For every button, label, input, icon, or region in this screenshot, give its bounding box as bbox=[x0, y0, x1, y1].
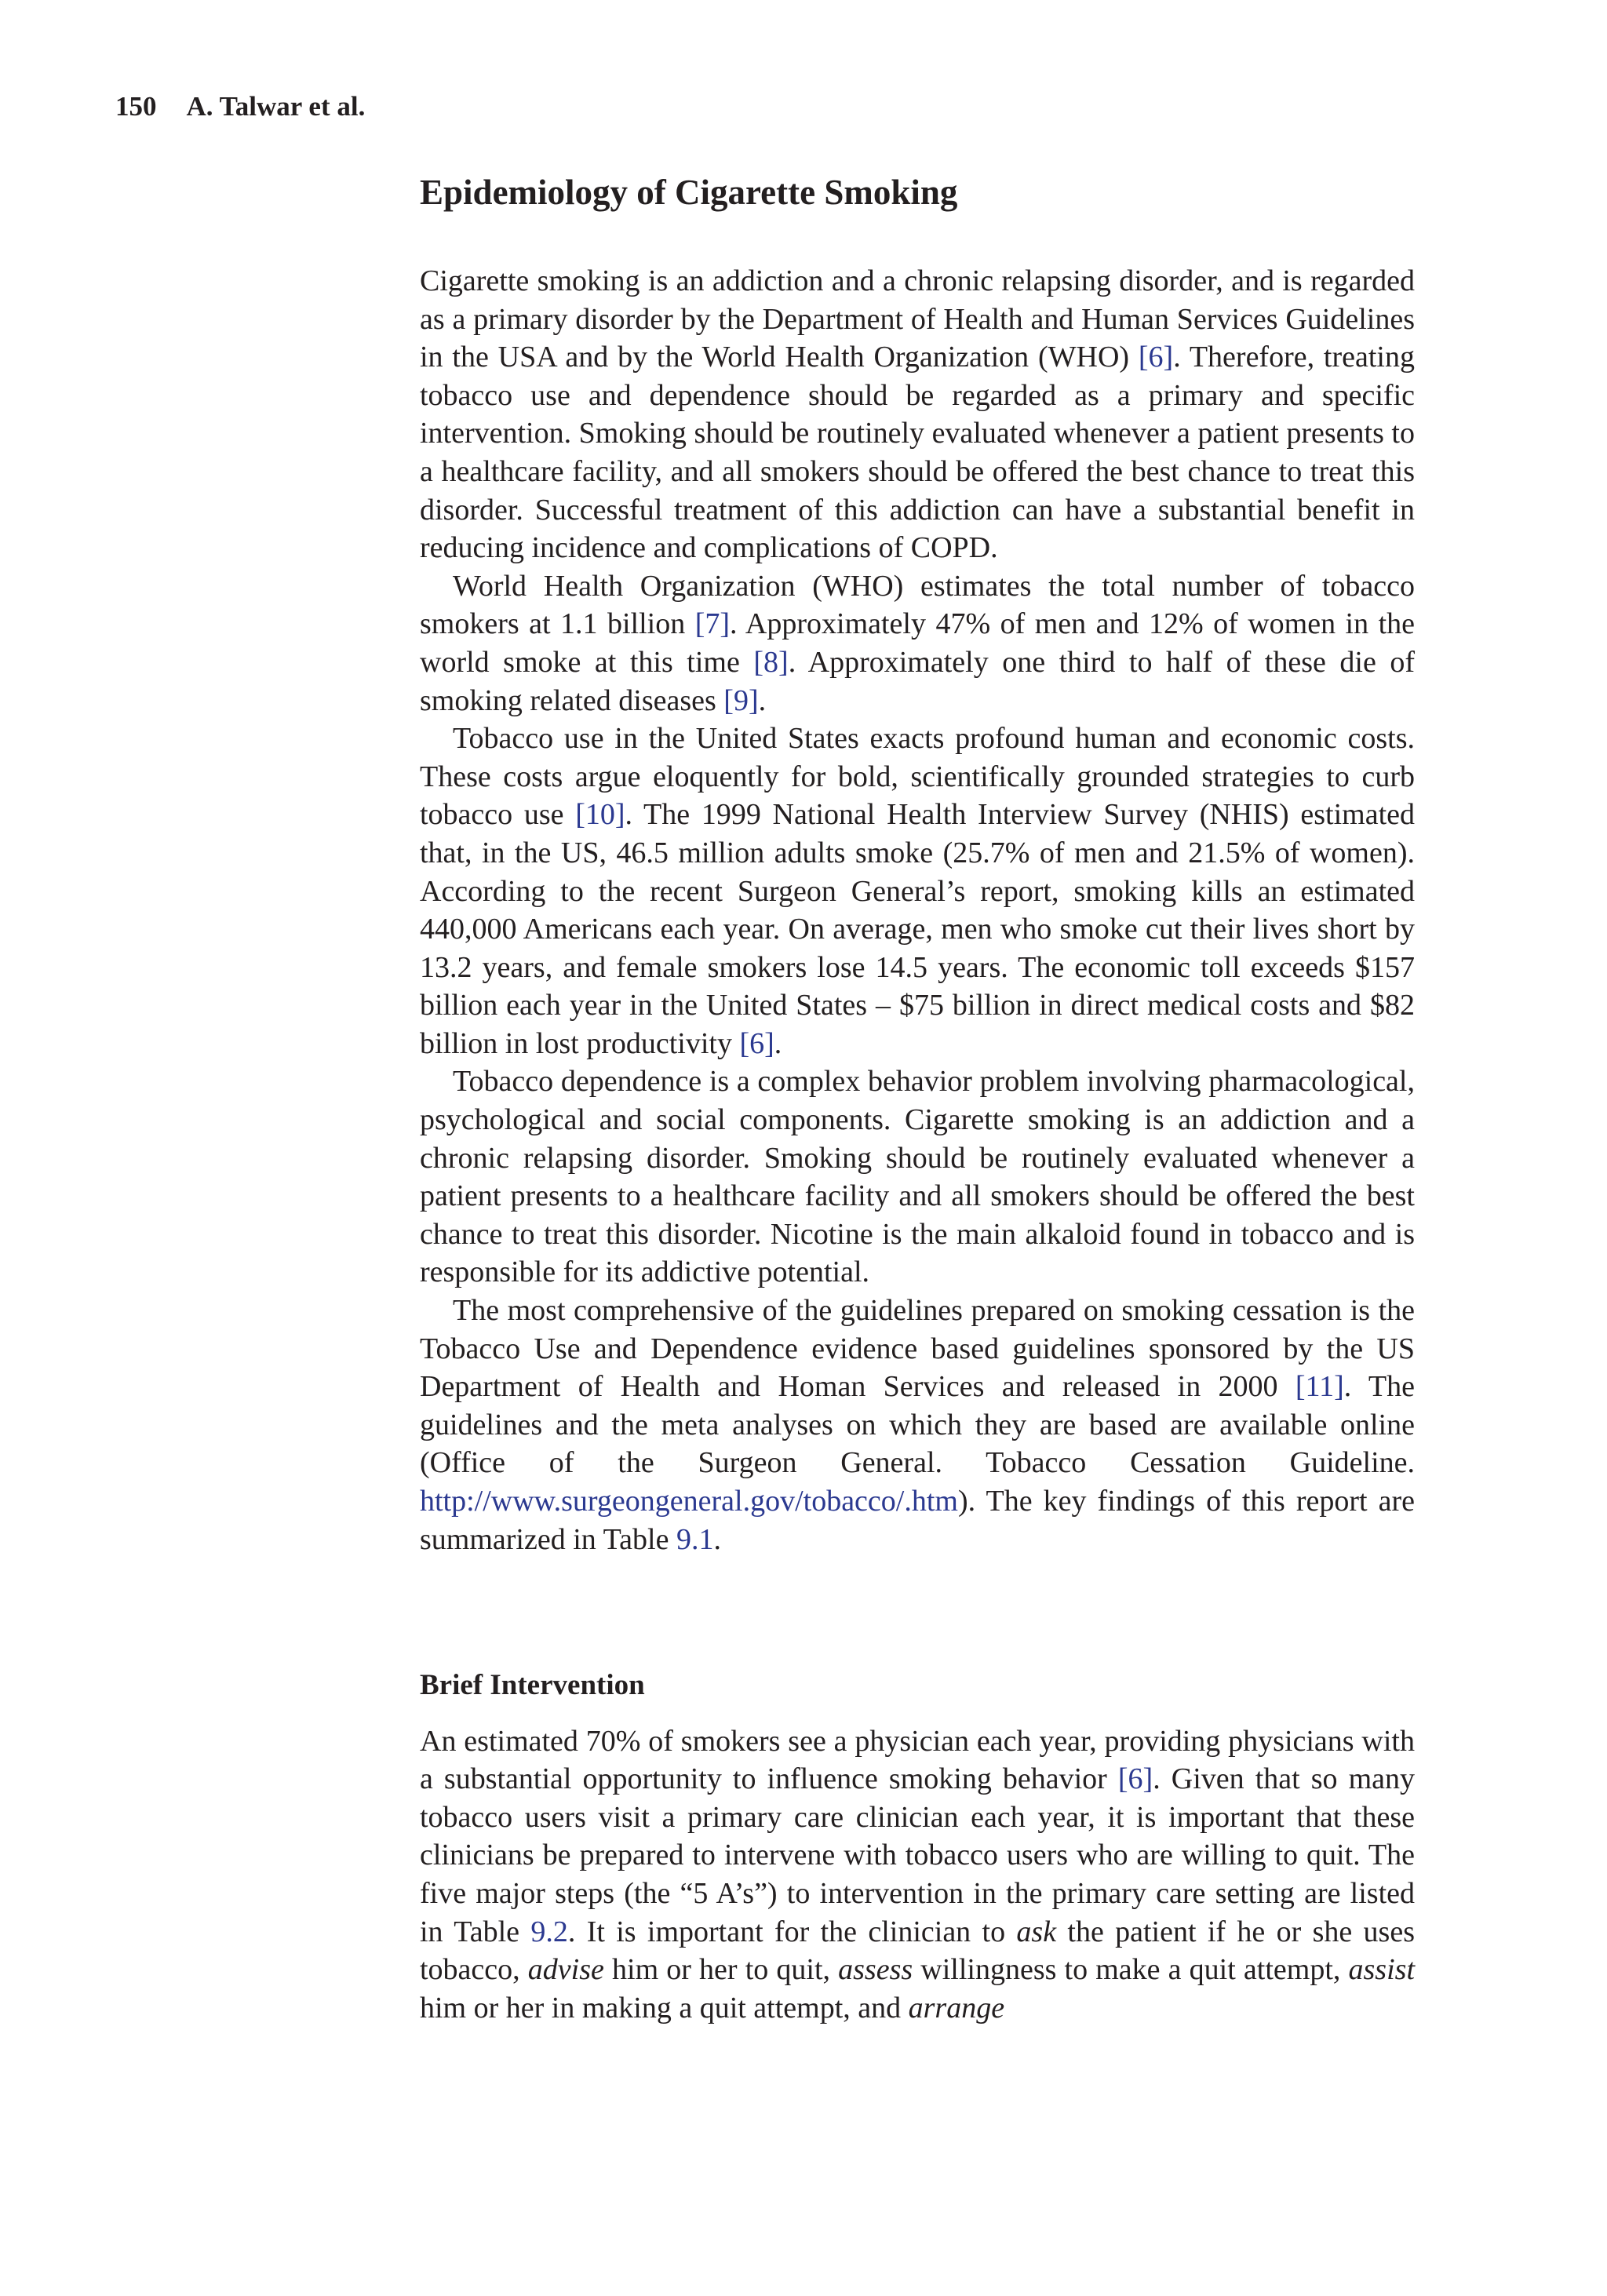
text-run: . bbox=[713, 1522, 721, 1556]
text-run: . It is important for the clinician to bbox=[567, 1915, 1017, 1948]
paragraph-4 bbox=[420, 1062, 1415, 1292]
running-head-authors: A. Talwar et al. bbox=[186, 91, 366, 122]
guideline-url-link[interactable]: http://www.surgeongeneral.gov/tobacco/.htm bbox=[420, 1485, 958, 1518]
citation-link[interactable]: [10] bbox=[575, 798, 625, 832]
text-run: . bbox=[774, 1026, 782, 1060]
emphasis-arrange: arrange bbox=[908, 1991, 1005, 2024]
subsection-title: Brief Intervention bbox=[420, 1669, 645, 1702]
citation-link[interactable]: [8] bbox=[753, 645, 789, 679]
text-run: . Approximately one third to half of these die of smoking related diseases bbox=[420, 645, 1416, 717]
section-title: Epidemiology of Cigarette Smoking bbox=[420, 173, 958, 212]
text-run: him or her in making a quit attempt, and bbox=[420, 1991, 909, 2024]
text-run: . The 1999 National Health Interview Survey (NHIS) estimated that, in the US, 46.5 million adults smoke (25.7% of men and 21.5% of women). According to the recent Surgeon General’s report, smoking kills an estimated 440,000 Americans each year. On average, men who smoke cut their lives short by 13.2 years, and female smokers lose 14.5 years. The economic toll exceeds $157 billion each year in the United States – $75 billion in direct medical costs and $82 billion in lost productivity bbox=[420, 798, 1415, 1060]
text-run: . Therefore, treating tobacco use and dependence should be regarded as a primary and specific intervention. Smoking should be routinely evaluated whenever a patient presents to a healthcare facility, and all smokers should be offered the best chance to treat this disorder. Successful treatment of this addiction can have a substantial benefit in reducing incidence and complications of COPD. bbox=[420, 341, 1415, 565]
main-content bbox=[420, 171, 1415, 2027]
running-head bbox=[115, 93, 365, 120]
citation-link[interactable]: [6] bbox=[1138, 341, 1174, 374]
text-run: Tobacco dependence is a complex behavior problem involving pharmacological, psychological and social components. Cigarette smoking is an addiction and a chronic relapsing disorder. Smoking should be routinely evaluated whenever a patient presents to a healthcare facility and all smokers should be offered the best chance to treat this disorder. Nicotine is the main alkaloid found in tobacco and is responsible for its addictive potential. bbox=[420, 1065, 1415, 1289]
text-run: World Health Organization (WHO) estimates the total number of tobacco smokers at 1.1 billion bbox=[420, 569, 1415, 641]
text-run: . The guidelines and the meta analyses on which they are based are available online (Office of the Surgeon General. Tobacco Cessation Guideline. bbox=[420, 1370, 1415, 1480]
text-run: . Approximately 47% of men and 12% of women in the world smoke at this time bbox=[420, 607, 1416, 679]
text-run: . bbox=[758, 683, 767, 717]
text-run: . Given that so many tobacco users visit a primary care clinician each year, it is important that these clinicians be prepared to intervene with tobacco users who are willing to quit. The five major steps (the “5 A’s”) to intervention in the primary care setting are listed in Table bbox=[420, 1762, 1415, 1948]
citation-link[interactable]: [6] bbox=[739, 1026, 774, 1060]
text-run: willingness to make a quit attempt, bbox=[913, 1953, 1349, 1987]
text-run: The most comprehensive of the guidelines prepared on smoking cessation is the Tobacco Use and Dependence evidence based guidelines sponsored by the US Department of Health and Homan Services and released in 2000 bbox=[420, 1294, 1415, 1404]
text-run: him or her to quit, bbox=[603, 1953, 839, 1987]
section-spacer bbox=[420, 1558, 1415, 1668]
text-run: Tobacco use in the United States exacts profound human and economic costs. These costs argue eloquently for bold, scientifically grounded strategies to curb tobacco use bbox=[420, 722, 1415, 832]
emphasis-assist: assist bbox=[1348, 1953, 1415, 1987]
page-number: 150 bbox=[115, 91, 157, 122]
text-run: the patient if he or she uses tobacco, bbox=[420, 1915, 1415, 1987]
text-run: An estimated 70% of smokers see a physician each year, providing physicians with a substantial opportunity to influence smoking behavior bbox=[420, 1724, 1415, 1796]
emphasis-assess: assess bbox=[838, 1953, 913, 1987]
citation-link[interactable]: [11] bbox=[1295, 1370, 1344, 1404]
citation-link[interactable]: [9] bbox=[723, 683, 759, 717]
paragraph-3 bbox=[420, 720, 1415, 1062]
paragraph-5 bbox=[420, 1292, 1415, 1558]
citation-link[interactable]: [7] bbox=[694, 607, 731, 641]
paragraph-2 bbox=[420, 567, 1415, 720]
table-ref-link[interactable]: 9.1 bbox=[676, 1522, 714, 1556]
emphasis-ask: ask bbox=[1016, 1915, 1057, 1948]
text-run: ). The key findings of this report are summarized in Table bbox=[420, 1485, 1415, 1556]
paragraph-1 bbox=[420, 262, 1415, 567]
emphasis-advise: advise bbox=[527, 1953, 604, 1987]
citation-link[interactable]: [6] bbox=[1117, 1762, 1153, 1796]
text-run: Cigarette smoking is an addiction and a chronic relapsing disorder, and is regarded as a primary disorder by the Department of Health and Human Services Guidelines in the USA and by the World Health Organization (WHO) bbox=[420, 264, 1415, 374]
table-ref-link[interactable]: 9.2 bbox=[530, 1915, 568, 1948]
paragraph-6 bbox=[420, 1722, 1415, 2028]
